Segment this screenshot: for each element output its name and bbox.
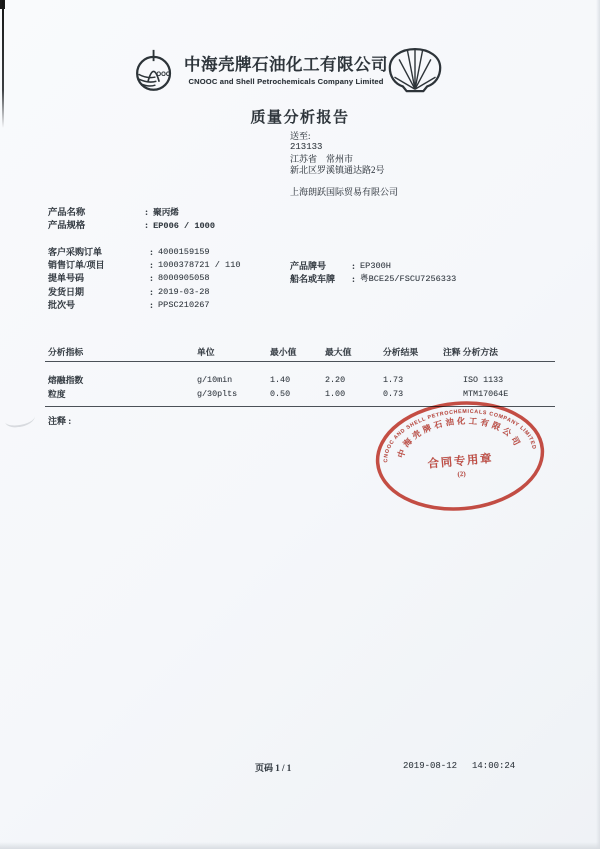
table-header: 分析指标 <box>48 347 84 357</box>
field-value: 8000905058 <box>158 273 210 284</box>
company-name-en: CNOOC and Shell Petrochemicals Company Limited <box>188 77 384 86</box>
shell-logo-icon <box>387 46 443 97</box>
footer-time: 14:00:24 <box>472 761 516 771</box>
field-product-spec <box>48 220 215 233</box>
table-cell: 2.20 <box>325 375 346 385</box>
stamp-ring-text-en: CNOOC AND SHELL PETROCHEMICALS COMPANY LIMITED <box>383 408 537 463</box>
field-vessel-plate <box>290 273 456 286</box>
field-sales-order <box>48 259 241 272</box>
table-cell: ISO 1133 <box>463 375 504 385</box>
company-header <box>183 51 389 86</box>
field-colon: : <box>145 220 149 231</box>
field-bol-number <box>48 272 241 285</box>
field-product-grade <box>290 260 456 273</box>
table-header: 最大值 <box>325 347 352 357</box>
field-value: 2019-03-28 <box>158 286 210 297</box>
table-header: 分析结果 <box>383 347 419 357</box>
field-label: 发货日期 <box>48 286 85 297</box>
stamp-center-sub: (2) <box>457 469 467 479</box>
field-label: 产品名称 <box>48 208 86 218</box>
field-value: 4000159159 <box>158 247 210 257</box>
field-value: 聚丙烯 <box>153 208 179 218</box>
company-stamp <box>367 391 552 522</box>
field-value: EP006 / 1000 <box>153 220 215 231</box>
field-value: PPSC210267 <box>158 299 210 310</box>
table-cell: 0.50 <box>270 389 291 399</box>
table-cell: g/30plts <box>197 389 238 399</box>
table-cell: 1.00 <box>325 389 346 399</box>
stamp-ring-text-cn: 中海壳牌石油化工有限公司 <box>396 416 523 460</box>
field-colon: : <box>352 260 355 271</box>
scan-edge-bottom <box>0 842 600 849</box>
cnooc-logo-icon <box>131 48 178 93</box>
field-product-name <box>48 207 215 220</box>
table-header: 最小值 <box>270 347 297 357</box>
field-colon: : <box>150 286 153 297</box>
table-cell: 1.73 <box>383 375 404 385</box>
field-customer-po <box>48 246 241 259</box>
field-colon: : <box>150 299 153 310</box>
field-label: 产品牌号 <box>290 260 327 271</box>
footer-page-number: 页码 1 / 1 <box>255 763 292 773</box>
field-label: 批次号 <box>48 299 76 310</box>
field-colon: : <box>145 208 149 218</box>
recipient-region: 江苏省 常州市 <box>290 153 354 164</box>
field-label: 客户采购订单 <box>48 247 103 257</box>
field-label: 提单号码 <box>48 273 85 284</box>
table-cell: 熔融指数 <box>48 375 84 385</box>
page-title: 质量分析报告 <box>250 110 350 126</box>
table-cell: MTM17064E <box>463 389 509 399</box>
table-header: 单位 <box>197 347 215 357</box>
field-label: 销售订单/项目 <box>48 260 105 271</box>
recipient-street: 新北区罗溪镇通达路2号 <box>290 165 385 176</box>
table-note-label: 注释 : <box>48 416 72 426</box>
cnooc-logo-letters: OOC <box>156 71 171 79</box>
field-ship-date <box>48 286 241 299</box>
field-batch-number <box>48 299 241 312</box>
recipient-postcode: 213133 <box>290 142 323 153</box>
scan-edge-right <box>596 0 600 849</box>
recipient-company: 上海朗跃国际贸易有限公司 <box>290 186 399 197</box>
footer-date: 2019-08-12 <box>403 761 458 771</box>
field-label: 船名或车牌 <box>290 273 336 284</box>
table-header-row <box>45 345 555 358</box>
order-details-right <box>290 260 456 286</box>
scan-artifact-smudge <box>4 409 36 428</box>
table-header-rule <box>45 361 555 362</box>
field-value: EP300H <box>360 260 391 271</box>
table-cell: 1.40 <box>270 375 291 385</box>
field-colon: : <box>150 260 153 271</box>
table-row <box>45 373 555 387</box>
table-cell: g/10min <box>197 375 233 385</box>
field-value: 1000378721 / 110 <box>158 260 241 271</box>
product-block <box>48 207 215 232</box>
stamp-center-text: 合同专用章 <box>427 452 494 471</box>
table-cell: 粒度 <box>48 389 66 399</box>
company-name-cn: 中海壳牌石油化工有限公司 <box>184 55 388 74</box>
table-cell: 0.73 <box>383 389 404 399</box>
order-details-left <box>48 246 241 312</box>
recipient-block <box>290 131 398 198</box>
table-header: 注释 分析方法 <box>443 347 498 357</box>
field-colon: : <box>150 247 153 257</box>
recipient-label: 送至: <box>290 131 311 141</box>
field-colon: : <box>352 273 355 284</box>
field-colon: : <box>150 273 153 284</box>
field-label: 产品规格 <box>48 220 86 231</box>
field-value: 粤BCE25/FSCU7256333 <box>360 273 457 284</box>
